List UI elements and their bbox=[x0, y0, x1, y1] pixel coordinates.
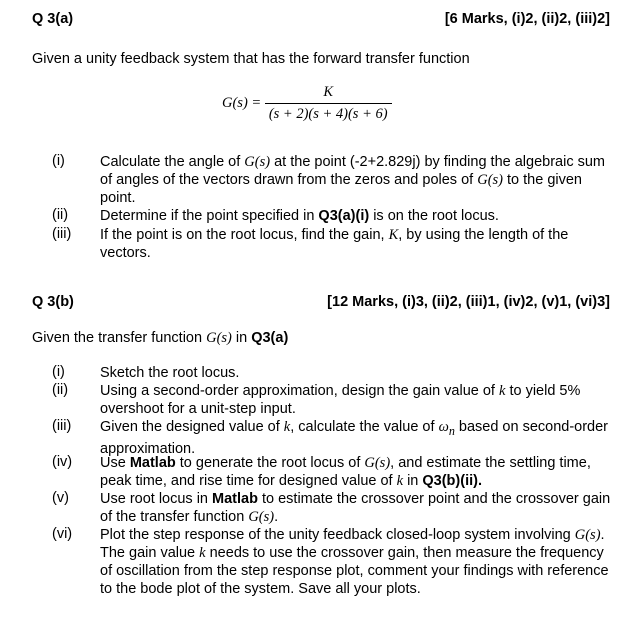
q3a-marks: [6 Marks, (i)2, (ii)2, (iii)2] bbox=[444, 11, 610, 27]
q3a-heading: Q 3(a) bbox=[32, 11, 74, 27]
equation-fraction bbox=[265, 84, 392, 123]
item-label: (i) bbox=[52, 364, 65, 380]
item-label: (vi) bbox=[52, 526, 73, 542]
q3b-item-iii bbox=[32, 418, 612, 457]
item-label: (ii) bbox=[52, 207, 69, 223]
q3b-item-v bbox=[32, 490, 612, 526]
q3b-intro: Given the transfer function G(s) in Q3(a) bbox=[32, 330, 289, 346]
item-text: Sketch the root locus. bbox=[100, 365, 240, 381]
transfer-function-equation bbox=[222, 84, 392, 123]
q3b-item-vi bbox=[32, 526, 612, 598]
q3a-intro: Given a unity feedback system that has the forward transfer function bbox=[32, 51, 470, 67]
item-label: (ii) bbox=[52, 382, 69, 398]
equation-lhs: G(s) = bbox=[222, 95, 262, 111]
q3b-marks: [12 Marks, (i)3, (ii)2, (iii)1, (iv)2, (v)1, (vi)3] bbox=[327, 294, 610, 310]
item-label: (iii) bbox=[52, 418, 72, 434]
equation-denominator: (s + 2)(s + 4)(s + 6) bbox=[265, 103, 392, 123]
item-label: (i) bbox=[52, 153, 65, 169]
q3a-item-i bbox=[32, 153, 612, 207]
item-text: Use Matlab to generate the root locus of G(s), and estimate the settling time, peak time, and rise time for designed value of k in Q3(b)(ii). bbox=[100, 455, 591, 489]
equation-numerator: K bbox=[323, 84, 334, 100]
item-label: (iv) bbox=[52, 454, 73, 470]
item-text: If the point is on the root locus, find the gain, K, by using the length of the vectors. bbox=[100, 227, 569, 261]
q3a-item-iii bbox=[32, 226, 612, 262]
item-text: Calculate the angle of G(s) at the point (-2+2.829j) by finding the algebraic sum of angles of the vectors drawn from the zeros and poles of G(s) to the given point. bbox=[100, 154, 605, 206]
item-label: (v) bbox=[52, 490, 69, 506]
q3b-item-iv bbox=[32, 454, 612, 490]
q3b-item-ii bbox=[32, 382, 612, 418]
item-text: Plot the step response of the unity feedback closed-loop system involving G(s). The gain value k needs to use the crossover gain, then measure the frequency of oscillation from the step response plot, comment your findings with reference to the bode plot of the system. Save all your plots. bbox=[100, 527, 609, 597]
q3b-heading: Q 3(b) bbox=[32, 294, 74, 310]
item-text: Using a second-order approximation, design the gain value of k to yield 5% overshoot for a unit-step input. bbox=[100, 383, 581, 417]
item-text: Given the designed value of k, calculate the value of $\omega_n$ based on second-order approximation. bbox=[100, 419, 609, 457]
item-label: (iii) bbox=[52, 226, 72, 242]
q3b-item-i bbox=[32, 364, 612, 382]
item-text: Use root locus in Matlab to estimate the crossover point and the crossover gain of the transfer function G(s). bbox=[100, 491, 611, 525]
item-text: Determine if the point specified in Q3(a)(i) is on the root locus. bbox=[100, 208, 499, 224]
q3a-item-ii bbox=[32, 207, 612, 225]
